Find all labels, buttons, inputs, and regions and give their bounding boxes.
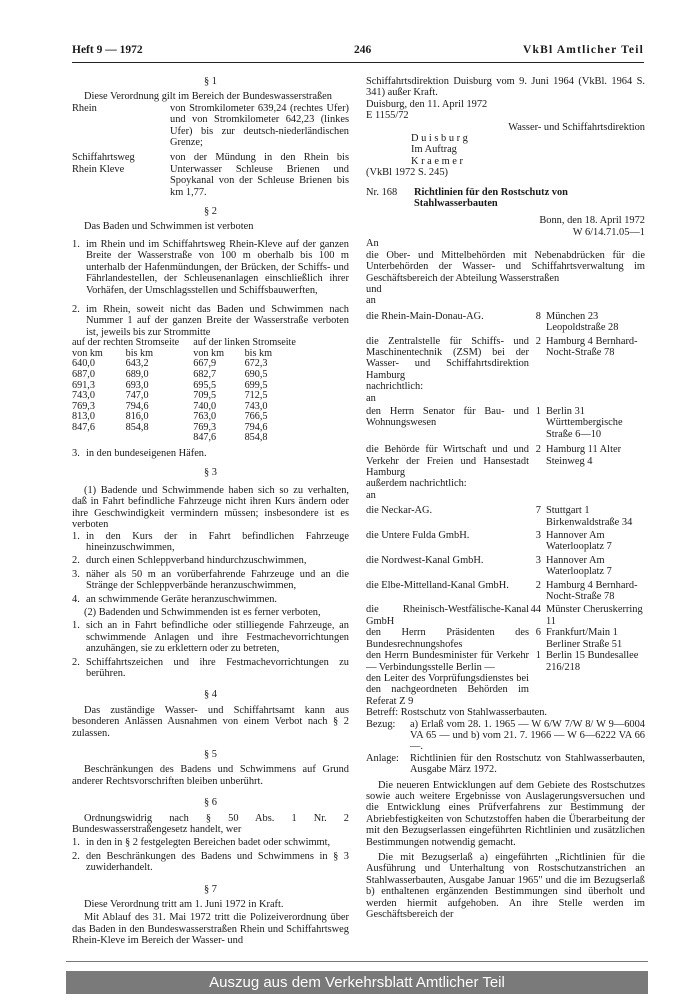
- section-1-intro: Diese Verordnung gilt im Bereich der Bundeswasserstraßen: [84, 91, 332, 103]
- section-7-text-2: Mit Ablauf des 31. Mai 1972 tritt die Polizeiverordnung über das Baden in den Bundeswasserstraßen Rhein und Schiffahrtsweg Rhein-Kleve im Bereich der Wasser- und: [72, 912, 349, 947]
- item-text: an schwimmende Geräte heranzuschwimmen.: [86, 593, 277, 605]
- table-row: [72, 433, 296, 444]
- body-paragraph-2: Die mit Bezugserlaß a) eingeführten „Richtlinien für die Ausführung und Unterhaltung von Rostschutzanstrichen an Stahlwasserbauten, Ausgabe Januar 1965" und die im Bezugserlaß b) enthaltenen ergänzenden Bestimmungen sind überholt und werden hiermit aufgehoben. An ihre Stelle werden im Geschäftsbereich der: [366, 852, 645, 921]
- km-cell: 691,3: [72, 379, 95, 391]
- recipient-zip: 2: [535, 335, 541, 347]
- km-cell: [126, 433, 180, 444]
- recipient-zip: 1: [535, 650, 541, 662]
- item-text: durch einen Schleppverband hindurchzuschwimmen,: [86, 555, 307, 567]
- item-number: 3.: [72, 448, 80, 460]
- reference-text: a) Erlaß vom 28. 1. 1965 — W 6/W 7/W 8/ W 9—6004 VA 65 — und b) vom 21. 7. 1966 — W 6—6222 VA 66 —.: [410, 718, 645, 753]
- km-cell: 712,5: [244, 390, 268, 402]
- km-cell: 699,5: [244, 379, 268, 391]
- km-cell: 682,7: [193, 368, 217, 380]
- section-2-item: [72, 448, 349, 459]
- scope-rhein-text: von Stromkilometer 639,24 (rechtes Ufer) und von Stromkilometer 642,23 (linkes Ufer) bis zur deutsch-niederländischen Grenze;: [170, 102, 349, 149]
- reference-label: Bezug:: [366, 718, 396, 730]
- section-3-item: [72, 569, 349, 592]
- km-cell: 693,0: [125, 379, 149, 391]
- item-number: 1.: [72, 238, 80, 250]
- recipient-zip: 3: [535, 530, 541, 542]
- item-number: 4.: [72, 593, 80, 605]
- km-col-bis: bis km: [125, 347, 154, 359]
- reference-line: [366, 719, 645, 753]
- recipient-zip: 6: [535, 627, 541, 639]
- recipient-address: München 23 Leopoldstraße 28: [546, 310, 619, 334]
- issue-label: Heft 9 — 1972: [72, 44, 143, 56]
- scope-rhein-label: Rhein: [72, 102, 97, 114]
- section-7-text-1: Diese Verordnung tritt am 1. Juni 1972 in Kraft.: [84, 899, 284, 911]
- recipient-zip: 44: [530, 604, 541, 616]
- km-cell: 816,0: [125, 411, 149, 423]
- recipient-name: die Zentralstelle für Schiffs- und Maschinentechnik (ZSM) bei der Wasser- und Schiffahrtsdirektion Hamburg: [366, 335, 529, 381]
- section-4-title: § 4: [204, 689, 217, 701]
- recipient-address: Berlin 31 Württembergische Straße 6—10: [546, 405, 623, 440]
- recipient-address: Hannover Am Waterlooplatz 7: [546, 554, 612, 578]
- recipients-an: An: [366, 238, 379, 250]
- km-cell: 794,6: [125, 400, 149, 412]
- km-cell: 740,0: [193, 400, 217, 412]
- scope-schiffahrtsweg-label: [72, 152, 170, 198]
- recipient-zip: 2: [535, 579, 541, 591]
- recipient-name: den Leiter des Vorprüfungsdienstes bei den nachgeordneten Behörden im Referat Z 9: [366, 672, 529, 707]
- scope-rhein: [72, 103, 349, 149]
- km-cell: 763,0: [193, 411, 217, 423]
- section-6-text: Ordnungswidrig nach § 50 Abs. 1 Nr. 2 Bundeswasserstraßengesetz handelt, wer: [72, 812, 349, 836]
- publication-label: VkBl Amtlicher Teil: [523, 44, 644, 56]
- km-cell: 695,5: [193, 379, 217, 391]
- vkbl-reference: (VkBl 1972 S. 245): [366, 167, 448, 179]
- signature-block: [366, 122, 645, 168]
- section-3-item: [72, 620, 349, 654]
- notice-heading: [366, 187, 645, 210]
- recipients-an-4: an: [366, 489, 376, 501]
- section-2-item: [72, 239, 349, 296]
- notice-number: Nr. 168: [366, 186, 398, 198]
- item-text: den Beschränkungen des Badens und Schwimmens in § 3 zuwiderhandelt.: [86, 850, 349, 874]
- recipient-address: Stuttgart 1 Birkenwaldstraße 34: [546, 505, 633, 528]
- section-3-item: [72, 555, 349, 566]
- recipient-zip: 2: [535, 444, 541, 456]
- item-number: 1.: [72, 620, 80, 632]
- item-text: in den in § 2 festgelegten Bereichen badet oder schwimmt,: [86, 837, 331, 849]
- recipient-entry: [366, 505, 645, 528]
- page-number: 246: [354, 44, 372, 56]
- item-text: im Rhein, soweit nicht das Baden und Schwimmen nach Nummer 1 auf der ganzen Breite der Wasserstraße verboten ist, jeweils bis zur Strommitte: [86, 303, 349, 338]
- signature-auftrag: Im Auftrag: [411, 144, 457, 156]
- recipients-an-3: an: [366, 392, 376, 404]
- continuation-text: Schiffahrtsdirektion Duisburg vom 9. Juni 1964 (VkBl. 1964 S. 341) außer Kraft.: [366, 76, 645, 99]
- scope-schiffahrtsweg-label-1: Schiffahrtsweg: [72, 152, 135, 164]
- km-cell: 747,0: [125, 390, 149, 402]
- km-cell: 687,0: [72, 368, 95, 380]
- recipient-address: Hamburg 4 Bernhard-Nocht-Straße 78: [546, 335, 638, 358]
- section-3-item: [72, 531, 349, 554]
- section-7-title: § 7: [204, 883, 217, 895]
- section-5-title: § 5: [204, 749, 217, 760]
- section-2-title: § 2: [204, 206, 217, 218]
- subject-line: Betreff: Rostschutz von Stahlwasserbauten.: [366, 707, 548, 719]
- footer-banner: Auszug aus dem Verkehrsblatt Amtlicher Teil: [66, 971, 648, 994]
- item-number: 2.: [72, 656, 80, 668]
- recipient-name: die Behörde für Wirtschaft und und Verkehr der Freien und Hansestadt Hamburg: [366, 444, 529, 478]
- recipient-address: Hannover Am Waterlooplatz 7: [546, 530, 612, 553]
- attachment-label: Anlage:: [366, 752, 399, 764]
- right-column: [366, 76, 645, 920]
- footer-rule: [66, 961, 648, 962]
- recipient-zip: 8: [535, 310, 541, 322]
- recipient-entry: [366, 650, 645, 673]
- recipient-address: Münster Cheruskerring 11: [546, 604, 643, 627]
- km-cell: 689,0: [125, 368, 149, 380]
- km-cell: 766,5: [244, 411, 268, 423]
- recipient-entry: [366, 444, 645, 478]
- item-number: 1.: [72, 530, 80, 542]
- recipient-zip: [529, 673, 546, 707]
- recipient-name: die Neckar-AG.: [366, 505, 433, 517]
- km-cell: 794,6: [244, 421, 268, 433]
- item-text: sich an in Fahrt befindliche oder stilliegende Fahrzeuge, an schwimmende Anlagen und ihre Festmachevorrichtungen anzuhängen, sie zu erklettern oder zu betreten,: [86, 620, 349, 655]
- section-6-item: [72, 851, 349, 874]
- section-6-title: § 6: [204, 797, 217, 809]
- recipients-ausserdem: außerdem nachrichtlich:: [366, 478, 467, 490]
- km-cell: 672,3: [244, 358, 268, 370]
- attachment-text: Richtlinien für den Rostschutz von Stahlwasserbauten, Ausgabe März 1972.: [410, 752, 645, 776]
- header-rule: [72, 62, 644, 63]
- item-number: 1.: [72, 837, 80, 849]
- recipient-name: den Herrn Bundesminister für Verkehr — Verbindungsstelle Berlin —: [366, 650, 529, 673]
- recipient-entry: [366, 311, 645, 334]
- running-header: [72, 44, 644, 62]
- notice-title: Richtlinien für den Rostschutz von Stahlwasserbauten: [414, 186, 568, 210]
- item-number: 2.: [72, 555, 80, 567]
- recipients-an-2: an: [366, 295, 376, 307]
- scope-schiffahrtsweg-label-2: Rhein Kleve: [72, 163, 125, 175]
- signature-name: K r a e m e r: [411, 155, 463, 167]
- recipient-entry: [366, 406, 645, 440]
- recipient-address: Berlin 15 Bundesallee 216/218: [546, 650, 639, 673]
- scope-schiffahrtsweg: [72, 152, 349, 198]
- signature-authority: Wasser- und Schiffahrtsdirektion: [508, 121, 645, 133]
- km-head-left-bank: auf der linken Stromseite: [193, 337, 296, 349]
- reference-number: E 1155/72: [366, 110, 409, 122]
- km-cell: [72, 433, 126, 444]
- recipient-address: Hamburg 11 Alter Steinweg 4: [546, 444, 622, 467]
- km-head-right-bank: auf der rechten Stromseite: [72, 337, 180, 349]
- recipient-entry: [366, 604, 645, 627]
- km-cell: 854,8: [244, 432, 268, 444]
- recipients-intro: die Ober- und Mittelbehörden mit Nebenabdrücken für die Unterbehörden der Wasser- und Schiffahrtsverwaltung im Geschäftsbereich der Abteilung Wasserstraßen: [366, 249, 645, 284]
- recipient-entry: [366, 673, 645, 707]
- section-3-title: § 3: [204, 467, 217, 479]
- section-5-text: Beschränkungen des Badens und Schwimmens auf Grund anderer Rechtsvorschriften bleiben unberührt.: [72, 764, 349, 787]
- table-row: [72, 370, 296, 381]
- km-cell: 769,3: [72, 400, 95, 412]
- km-col-von: von km: [193, 347, 225, 359]
- section-3-para-1: (1) Badende und Schwimmende haben sich so zu verhalten, daß in Fahrt befindliche Fahrzeuge nicht ihren Kurs ändern oder ihre Geschwindigkeit vermindern müssen; insbesondere ist es verboten: [72, 484, 349, 531]
- recipient-address: Hamburg 4 Bernhard-Nocht-Straße 78: [546, 579, 638, 603]
- section-3-item: [72, 594, 349, 605]
- recipient-entry: [366, 530, 645, 553]
- scope-schiffahrtsweg-text: von der Mündung in den Rhein bis Unterwasser Schleuse Brienen und Spoykanal von der Schleuse Brienen bis km 1,77.: [170, 152, 349, 198]
- item-number: 2.: [72, 850, 80, 862]
- recipients-nachrichtlich: nachrichtlich:: [366, 381, 424, 393]
- km-cell: 690,5: [244, 368, 268, 380]
- recipient-entry: [366, 580, 645, 603]
- item-number: 3.: [72, 568, 80, 580]
- attachment-line: [366, 753, 645, 776]
- recipient-name: den Herrn Senator für Bau- und Wohnungswesen: [366, 405, 529, 429]
- item-text: Schiffahrtszeichen und ihre Festmachevorrichtungen zu berühren.: [86, 656, 349, 679]
- recipient-name: die Nordwest-Kanal GmbH.: [366, 554, 484, 566]
- km-cell: 709,5: [193, 390, 217, 402]
- recipient-name: die Elbe-Mittelland-Kanal GmbH.: [366, 579, 509, 591]
- section-3-para-2: (2) Badenden und Schwimmenden ist es ferner verboten,: [84, 606, 321, 618]
- recipient-entry: [366, 555, 645, 578]
- recipient-zip: 7: [535, 505, 541, 517]
- recipient-entry: [366, 336, 645, 382]
- section-2-item: [72, 304, 349, 338]
- bonn-date: Bonn, den 18. April 1972: [539, 215, 645, 227]
- recipient-name: die Rheinisch-Westfälische-Kanal GmbH: [366, 604, 529, 627]
- km-col-von: von km: [72, 347, 103, 359]
- recipient-zip: 1: [535, 405, 541, 417]
- km-cell: 667,9: [193, 358, 217, 370]
- section-4-text: Das zuständige Wasser- und Schiffahrtsamt kann aus besonderen Anlässen Ausnahmen von einem Verbot nach § 2 zulassen.: [72, 704, 349, 739]
- km-cell: 847,6: [72, 421, 95, 433]
- km-table: [72, 338, 296, 444]
- section-1-title: § 1: [204, 76, 217, 87]
- recipient-name: die Untere Fulda GmbH.: [366, 530, 470, 542]
- recipient-address: Frankfurt/Main 1 Berliner Straße 51: [546, 627, 623, 650]
- km-cell: 643,2: [125, 358, 149, 370]
- km-cell: 813,0: [72, 411, 95, 423]
- recipient-name: den Herrn Präsidenten des Bundesrechnungshofes: [366, 627, 529, 650]
- km-col-bis: bis km: [244, 347, 273, 359]
- signature-city: D u i s b u r g: [411, 133, 468, 145]
- km-cell: 743,0: [72, 390, 95, 402]
- item-text: in den Kurs der in Fahrt befindlichen Fahrzeuge hineinzuschwimmen,: [86, 530, 349, 553]
- km-cell: 769,3: [193, 421, 217, 433]
- bonn-reference: W 6/14.71.05—1: [572, 226, 645, 238]
- km-cell: 743,0: [244, 400, 268, 412]
- recipient-zip: 3: [535, 554, 541, 566]
- section-3-item: [72, 657, 349, 680]
- item-text: in den bundeseigenen Häfen.: [86, 448, 207, 460]
- item-text: im Rhein und im Schiffahrtsweg Rhein-Kleve auf der ganzen Breite der Wasserstraße von 100 m oberhalb bis 100 m unterhalb der Hafenmündungen, der Brücken, der Schiffs- und Fährlandestellen, der Schleusenanlagen einschließlich ihrer Vorhäfen, der Umschlagsstellen und Schiffsbauwerften,: [86, 238, 349, 296]
- km-cell: 640,0: [72, 358, 95, 370]
- body-paragraph-1: Die neueren Entwicklungen auf dem Gebiete des Rostschutzes sowie auch weitere Ergebnisse von Auslagerungsversuchen und die Entwicklung eines Prüfverfahrens zur Bestimmung der Abriebfestigkeiten von Schutzstoffen haben die Überarbeitung der mit den Bezugserlassen eingeführten Richtlinien und zusätzlichen Bestimmungen notwendig gemacht.: [366, 779, 645, 848]
- left-column: [72, 76, 349, 947]
- place-date: Duisburg, den 11. April 1972: [366, 98, 488, 110]
- km-cell: 847,6: [193, 432, 217, 444]
- km-cell: 854,8: [125, 421, 149, 433]
- recipient-address: [546, 673, 645, 707]
- item-text: näher als 50 m an vorüberfahrende Fahrzeuge und an die Stränge der Schleppverbände heranzuschwimmen,: [86, 568, 349, 592]
- recipient-name: die Rhein-Main-Donau-AG.: [366, 310, 484, 322]
- section-2-intro: Das Baden und Schwimmen ist verboten: [84, 221, 254, 233]
- item-number: 2.: [72, 303, 80, 315]
- section-6-item: [72, 837, 349, 848]
- recipient-entry: [366, 627, 645, 650]
- recipients-und: und: [366, 283, 382, 295]
